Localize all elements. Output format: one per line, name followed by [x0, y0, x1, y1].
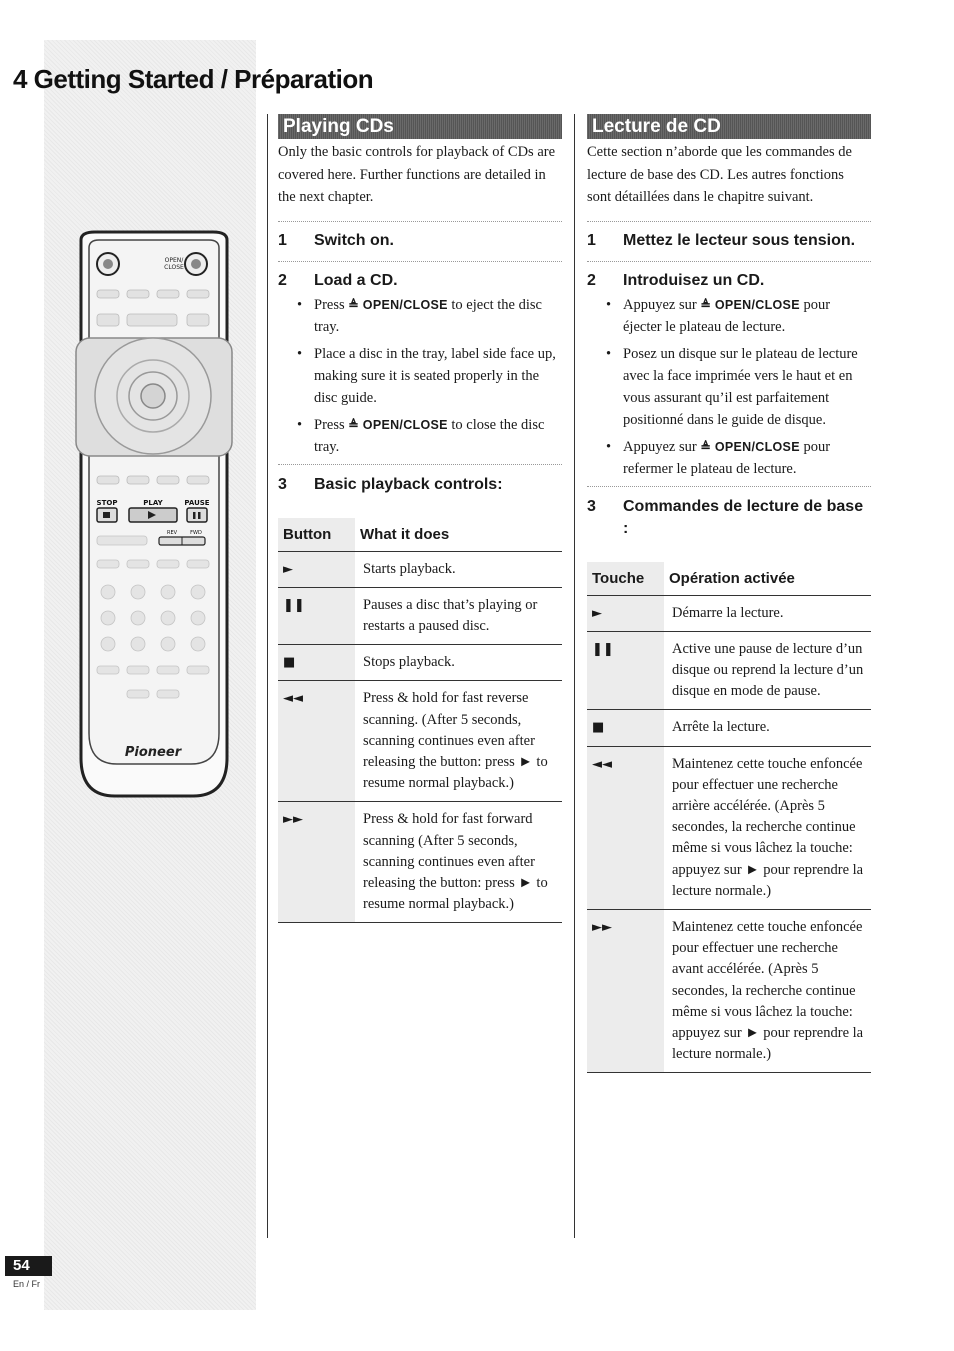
fast-forward-icon: ►► — [278, 802, 355, 923]
table-row — [278, 587, 562, 644]
table-header-button: Button — [278, 518, 355, 552]
row-text: Maintenez cette touche enfoncée pour effectuer une recherche avant accélérée. (Après 5 secondes, la recherche continue même si vous lâchez la touche: appuyez sur ► pour reprendre la lecture normale.) — [664, 909, 871, 1072]
remote-pause-label: PAUSE — [184, 499, 210, 507]
row-text: Press & hold for fast reverse scanning. (After 5 seconds, scanning continues even after releasing the button: press ► to resume normal playback.) — [355, 681, 562, 802]
step-title: Load a CD. — [314, 271, 398, 289]
row-text: Démarre la lecture. — [664, 595, 871, 631]
stop-icon: ■ — [587, 710, 664, 746]
open-close-key: ≜ OPEN/CLOSE — [700, 297, 800, 312]
pause-icon: ❚❚ — [587, 631, 664, 710]
intro-text: Cette section n’aborde que les commandes de lecture de base des CD. Les autres fonctions sont détaillées dans le chapitre suivant. — [587, 144, 852, 205]
row-text: Maintenez cette touche enfoncée pour effectuer une recherche arrière accélérée. (Après 5 secondes, la recherche continue même si vous lâchez la touche: appuyez sur ► pour reprendre la lecture normale.) — [664, 746, 871, 909]
step-2: 2 Load a CD. — [278, 270, 562, 292]
open-close-key: ≜ OPEN/CLOSE — [348, 417, 448, 432]
step-title: Basic playback controls: — [314, 475, 503, 493]
table-header-action: What it does — [355, 518, 562, 552]
table-header-button: Touche — [587, 562, 664, 596]
table-row — [278, 681, 562, 802]
remote-stop-label: STOP — [96, 499, 118, 507]
row-text: Press & hold for fast forward scanning (After 5 seconds, scanning continues even after releasing the button: press ► to resume normal playback.) — [355, 802, 562, 923]
remote-brand-logo: Pioneer — [124, 745, 182, 760]
divider — [587, 221, 871, 222]
step-title: Switch on. — [314, 231, 394, 249]
svg-text:CLOSE: CLOSE — [164, 264, 184, 271]
step-title: Mettez le lecteur sous tension. — [623, 231, 856, 249]
table-row — [587, 909, 871, 1072]
divider — [587, 261, 871, 262]
remote-open-close-label: OPEN/ — [164, 257, 184, 264]
bullet-item: • Posez un disque sur le plateau de lecture avec la face imprimée vers le haut et en vous assurant qu’il est parfaitement positionné dans le guide de disque. — [623, 343, 871, 431]
bullet-list — [587, 294, 871, 480]
step-2: 2 Introduisez un CD. — [587, 270, 871, 292]
intro-text: Only the basic controls for playback of CDs are covered here. Further functions are detailed in the next chapter. — [278, 144, 556, 205]
remote-rev-label: REV — [166, 530, 178, 536]
table-row — [278, 551, 562, 587]
row-text: Starts playback. — [355, 551, 562, 587]
english-column — [278, 114, 562, 923]
remote-control-illustration — [75, 228, 233, 803]
row-text: Pauses a disc that’s playing or restarts a paused disc. — [355, 587, 562, 644]
table-row — [587, 710, 871, 746]
column-divider — [267, 114, 268, 1238]
open-close-key: ≜ OPEN/CLOSE — [700, 439, 800, 454]
open-close-key: ≜ OPEN/CLOSE — [348, 297, 448, 312]
row-text: Active une pause de lecture d’un disque ou reprend la lecture d’un disque en mode de pause. — [664, 631, 871, 710]
column-divider — [574, 114, 575, 1238]
step-title: Commandes de lecture de base : — [623, 497, 864, 537]
stop-icon: ■ — [278, 645, 355, 681]
table-row — [587, 631, 871, 710]
section-banner: Playing CDs — [278, 114, 562, 139]
step-1: 1 Mettez le lecteur sous tension. — [587, 230, 871, 252]
page-number: 54 — [5, 1256, 52, 1276]
controls-table — [278, 518, 562, 924]
remote-fwd-label: FWD — [190, 530, 202, 536]
bullet-item: • Place a disc in the tray, label side face up, making sure it is seated properly in the disc guide. — [314, 343, 562, 409]
divider — [278, 261, 562, 262]
step-title: Introduisez un CD. — [623, 271, 765, 289]
play-icon: ► — [278, 551, 355, 587]
table-row — [587, 595, 871, 631]
step-3: 3 Commandes de lecture de base : — [587, 496, 871, 540]
divider — [587, 486, 871, 487]
divider — [278, 464, 562, 465]
play-icon: ► — [587, 595, 664, 631]
table-row — [587, 746, 871, 909]
table-row — [278, 802, 562, 923]
controls-table — [587, 562, 871, 1074]
bullet-list — [278, 294, 562, 458]
bullet-item: • Press ≜ OPEN/CLOSE to eject the disc tray. — [314, 294, 562, 338]
fast-forward-icon: ►► — [587, 909, 664, 1072]
table-header-action: Opération activée — [664, 562, 871, 596]
section-banner: Lecture de CD — [587, 114, 871, 139]
pause-icon: ❚❚ — [278, 587, 355, 644]
chapter-title: 4 Getting Started / Préparation — [13, 64, 374, 94]
row-text: Stops playback. — [355, 645, 562, 681]
french-column — [587, 114, 871, 1073]
step-1: 1 Switch on. — [278, 230, 562, 252]
rewind-icon: ◄◄ — [278, 681, 355, 802]
bullet-item: • Appuyez sur ≜ OPEN/CLOSE pour refermer le plateau de lecture. — [623, 436, 871, 480]
bullet-item: • Press ≜ OPEN/CLOSE to close the disc tray. — [314, 414, 562, 458]
table-row — [278, 645, 562, 681]
step-3: 3 Basic playback controls: — [278, 474, 562, 496]
language-label: En / Fr — [13, 1279, 41, 1289]
row-text: Arrête la lecture. — [664, 710, 871, 746]
divider — [278, 221, 562, 222]
bullet-item: • Appuyez sur ≜ OPEN/CLOSE pour éjecter le plateau de lecture. — [623, 294, 871, 338]
rewind-icon: ◄◄ — [587, 746, 664, 909]
remote-play-label: PLAY — [143, 499, 163, 507]
